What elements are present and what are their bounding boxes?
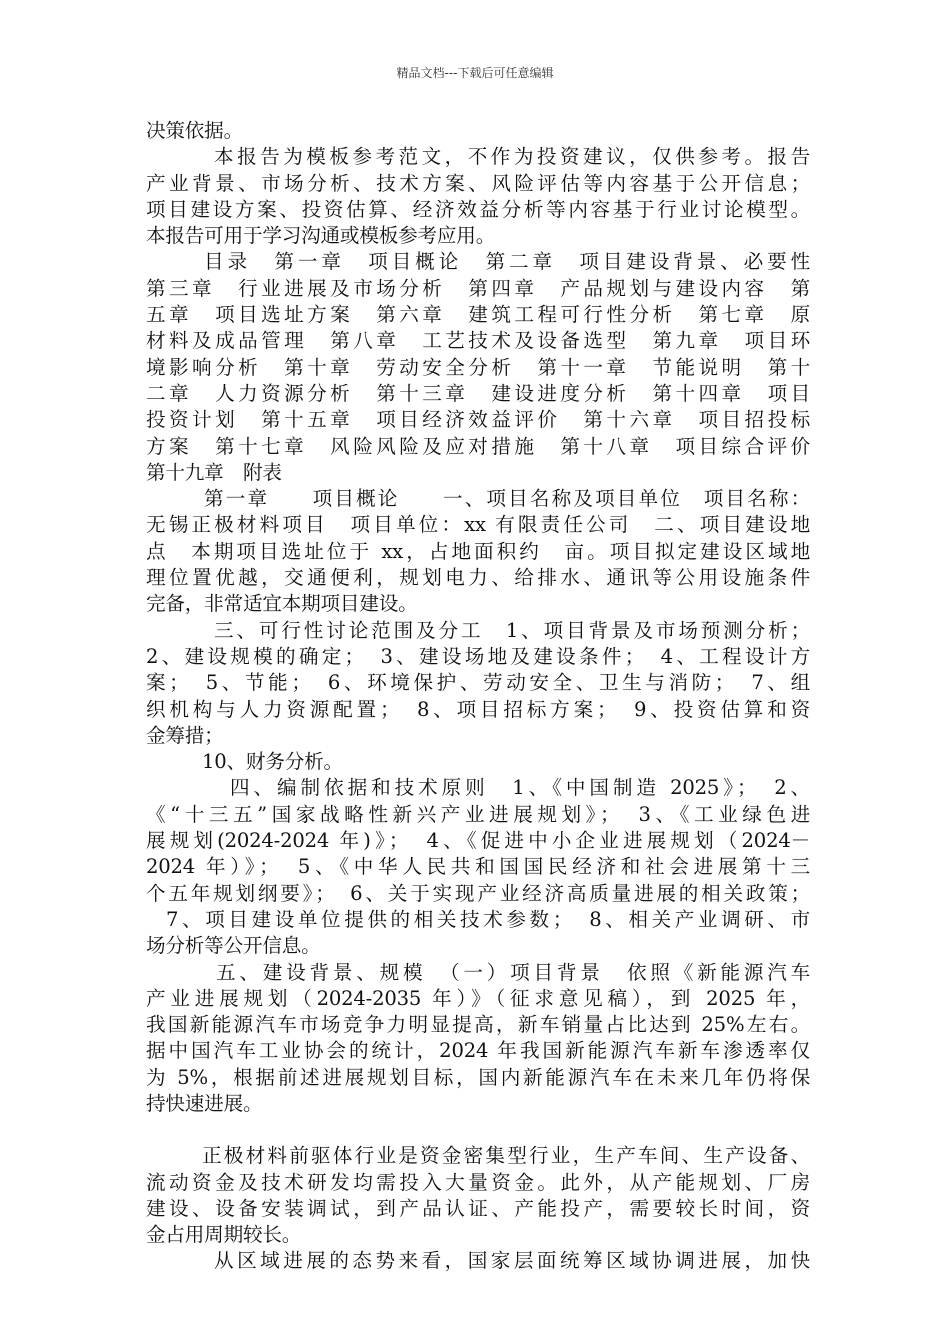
text-line: 本报告可用于学习沟通或模板参考应用。: [146, 224, 496, 248]
text-line: 无锡正极材料项目 项目单位：xx 有限责任公司 二、项目建设地: [146, 513, 810, 537]
text-line: 五、建设背景、规模 （一）项目背景 依照《新能源汽车: [216, 960, 810, 984]
page-header: 精品文档---下载后可任意编辑: [396, 66, 554, 80]
text-line: 个五年规划纲要》； 6、关于实现产业经济高质量进展的相关政策；: [146, 881, 810, 905]
text-line: 金筹措；: [146, 723, 224, 747]
text-line: 10、财务分析。: [202, 750, 343, 774]
text-line: 方案 第十七章 风险风险及应对措施 第十八章 项目综合评价: [146, 434, 810, 458]
text-line: 第三章 行业进展及市场分析 第四章 产品规划与建设内容 第: [146, 276, 810, 300]
text-line: 决策依据。: [146, 119, 243, 142]
text-line: 完备，非常适宜本期项目建设。: [146, 592, 418, 616]
text-line: 目录 第一章 项目概论 第二章 项目建设背景、必要性: [204, 250, 810, 274]
text-line: 境影响分析 第十章 劳动安全分析 第十一章 节能说明 第十: [146, 355, 810, 379]
document-body: [146, 118, 810, 1275]
text-line: 三、可行性讨论范围及分工 1、项目背景及市场预测分析；: [214, 618, 810, 642]
text-line: 从区域进展的态势来看，国家层面统筹区域协调进展，加快: [214, 1249, 810, 1273]
text-line: 五章 项目选址方案 第六章 建筑工程可行性分析 第七章 原: [146, 303, 810, 327]
text-line: 点 本期项目选址位于 xx，占地面积约 亩。项目拟定建设区域地: [146, 539, 810, 563]
text-line: 场分析等公开信息。: [146, 934, 321, 958]
text-line: 理位置优越，交通便利，规划电力、给排水、通讯等公用设施条件: [146, 566, 810, 590]
text-line: 产业进展规划（2024-2035 年）》（征求意见稿），到 2025 年，: [146, 986, 810, 1010]
text-line: 产业背景、市场分析、技术方案、风险评估等内容基于公开信息；: [146, 171, 810, 195]
text-line: 2、建设规模的确定； 3、建设场地及建设条件； 4、工程设计方: [146, 644, 810, 668]
text-line: 2024 年）》； 5、《中华人民共和国国民经济和社会进展第十三: [146, 855, 810, 879]
text-line: 第十九章 附表: [146, 460, 282, 484]
text-line: 持快速进展。: [146, 1091, 263, 1115]
text-line: 织机构与人力资源配置； 8、项目招标方案； 9、投资估算和资: [146, 697, 810, 721]
text-line: 四、编制依据和技术原则 1、《中国制造 2025》； 2、: [230, 776, 810, 800]
text-line: 正极材料前驱体行业是资金密集型行业，生产车间、生产设备、: [202, 1144, 810, 1168]
text-line: 金占用周期较长。: [146, 1223, 302, 1247]
paragraph-gap: [146, 1117, 810, 1143]
text-line: 第一章 项目概论 一、项目名称及项目单位 项目名称：: [204, 487, 810, 511]
text-line: 建设、设备安装调试，到产品认证、产能投产，需要较长时间，资: [146, 1196, 810, 1220]
text-line: 投资计划 第十五章 项目经济效益评价 第十六章 项目招投标: [146, 408, 810, 432]
text-line: 材料及成品管理 第八章 工艺技术及设备选型 第九章 项目环: [146, 329, 810, 353]
text-line: 《“十三五”国家战略性新兴产业进展规划》； 3、《工业绿色进: [146, 802, 810, 826]
text-line: 7、项目建设单位提供的相关技术参数； 8、相关产业调研、市: [166, 907, 810, 931]
text-line: 流动资金及技术研发均需投入大量资金。此外，从产能规划、厂房: [146, 1170, 810, 1194]
text-line: 项目建设方案、投资估算、经济效益分析等内容基于行业讨论模型。: [146, 197, 810, 221]
text-line: 二章 人力资源分析 第十三章 建设进度分析 第十四章 项目: [146, 381, 810, 405]
text-line: 展规划(2024-2024 年)》； 4、《促进中小企业进展规划（2024－: [146, 829, 810, 853]
text-line: 为 5%，根据前述进展规划目标，国内新能源汽车在未来几年仍将保: [146, 1065, 810, 1089]
text-line: 据中国汽车工业协会的统计，2024 年我国新能源汽车新车渗透率仅: [146, 1039, 810, 1063]
text-line: 我国新能源汽车市场竞争力明显提高，新车销量占比达到 25%左右。: [146, 1013, 810, 1037]
text-line: 案； 5、节能； 6、环境保护、劳动安全、卫生与消防； 7、组: [146, 671, 810, 695]
text-line: 本报告为模板参考范文，不作为投资建议，仅供参考。报告: [214, 145, 810, 169]
